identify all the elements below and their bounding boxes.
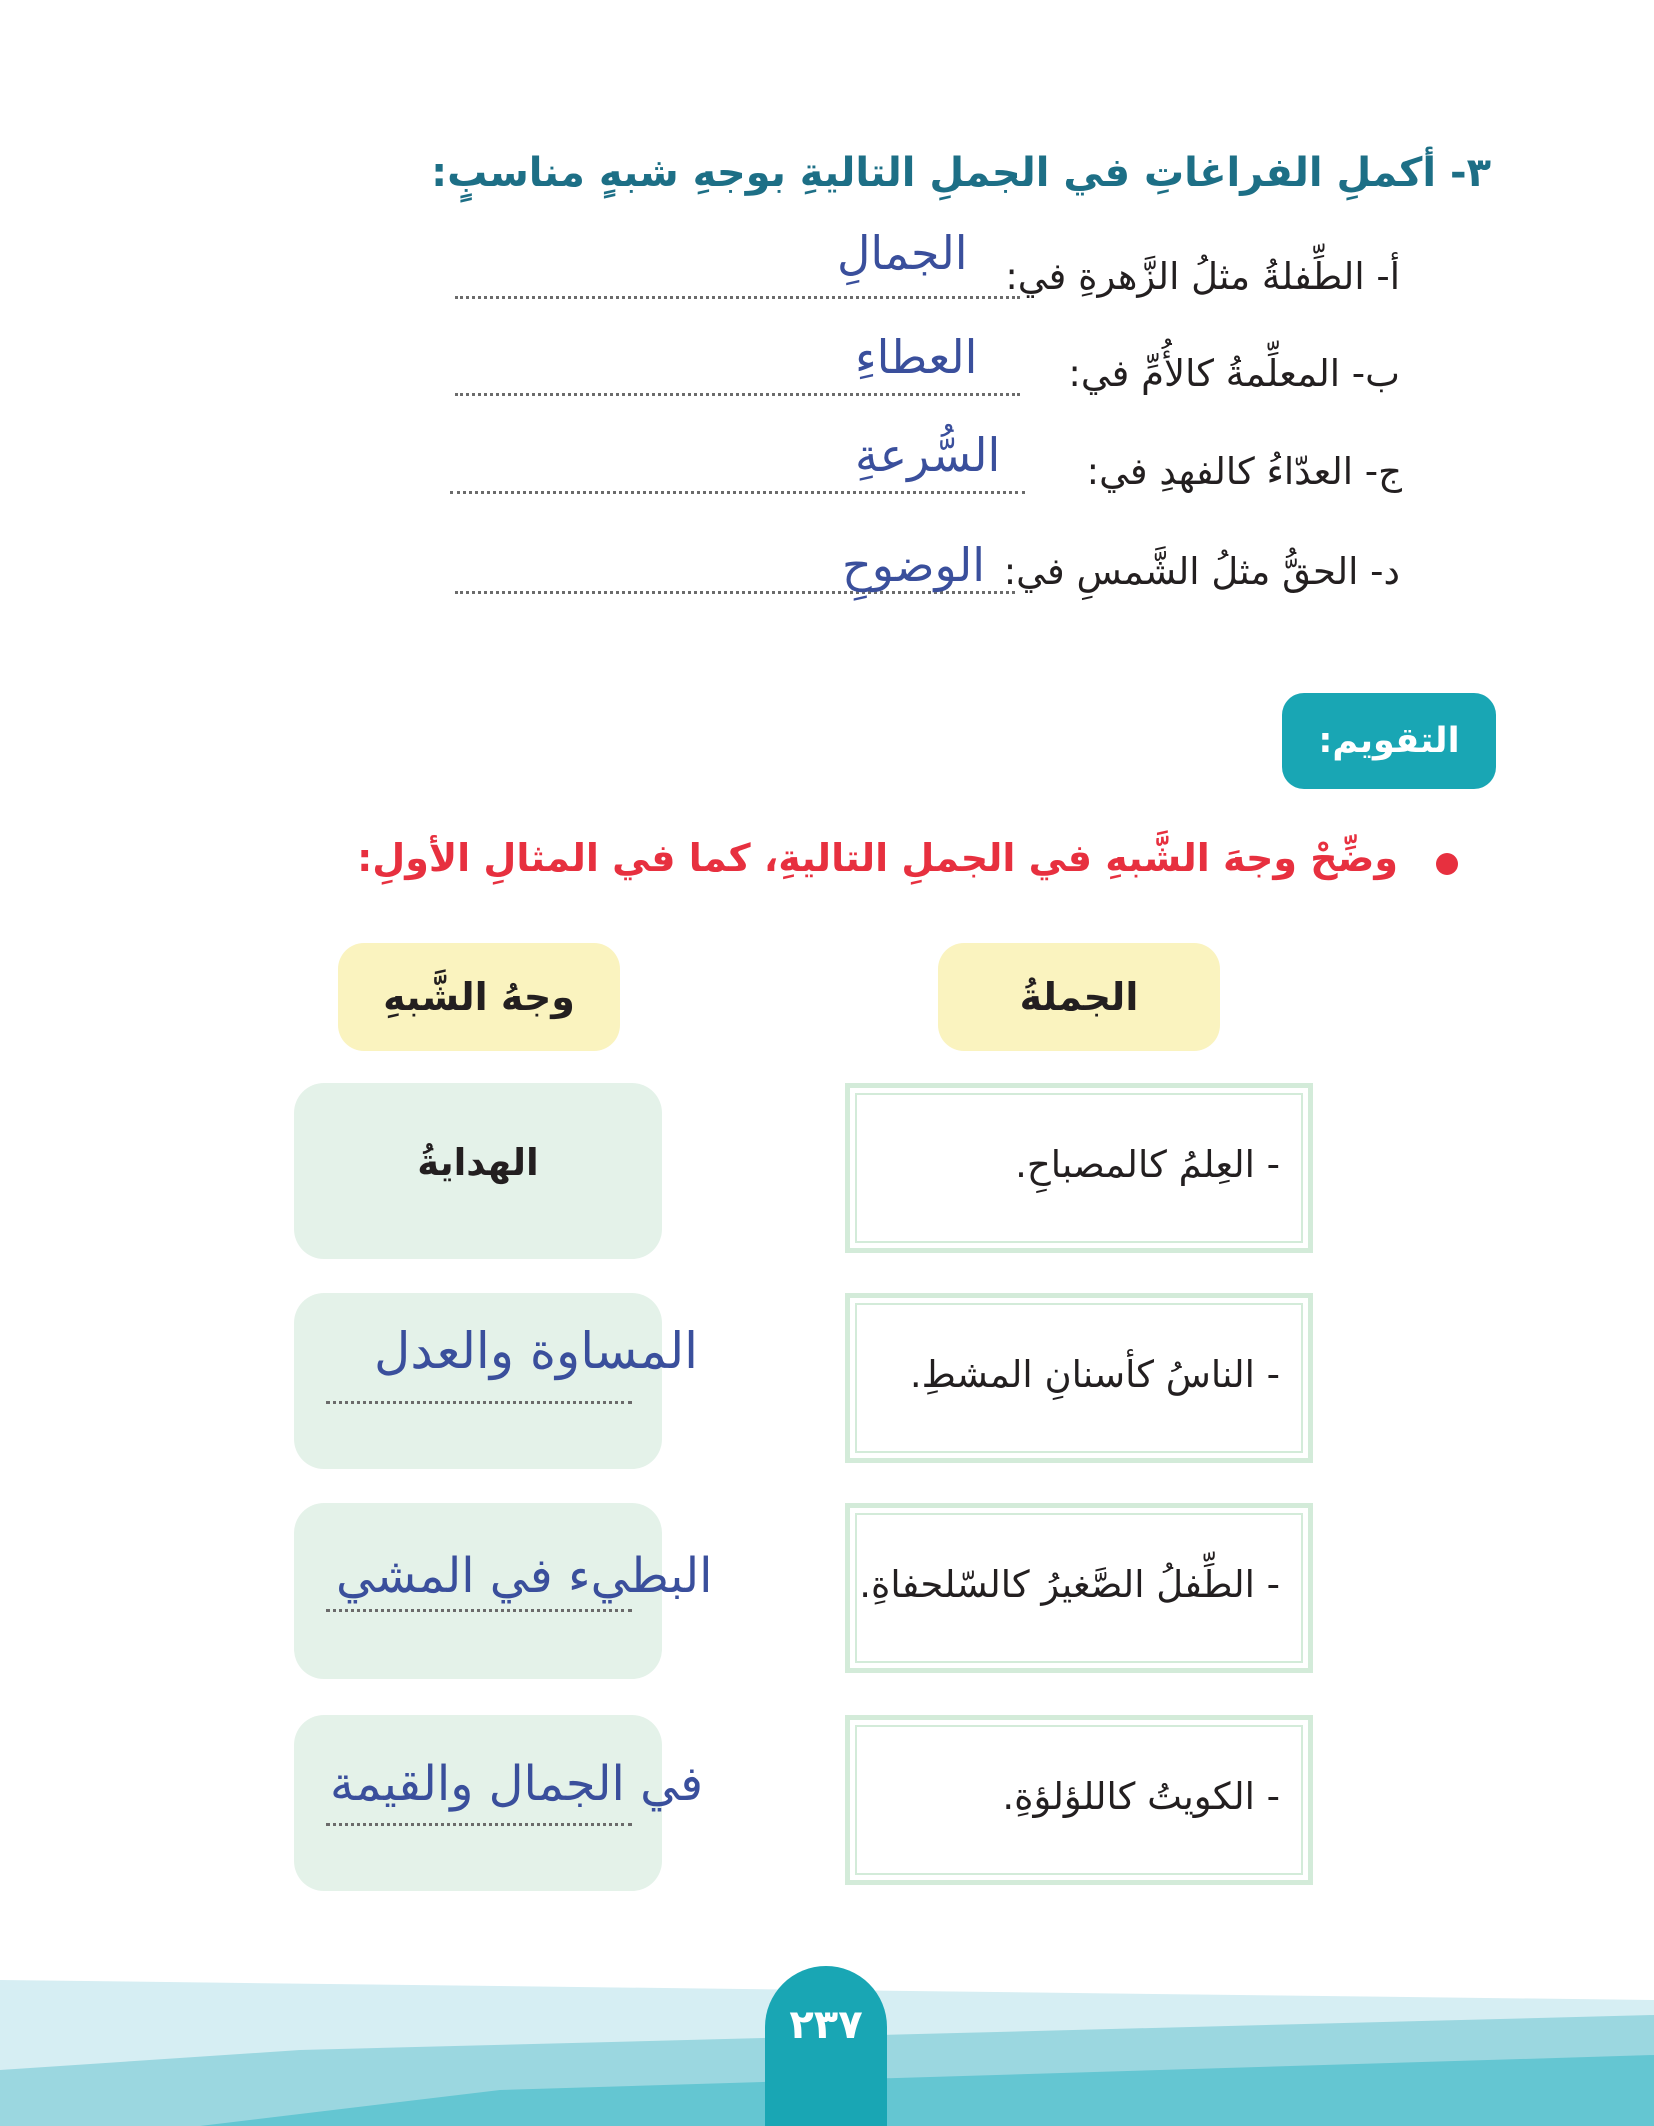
sentence-box-3 bbox=[845, 1503, 1313, 1673]
sentence-box-1 bbox=[845, 1083, 1313, 1253]
header-similarity: وجهُ الشَّبهِ bbox=[338, 943, 620, 1051]
answer-handwriting-2: المساوة والعدل bbox=[374, 1322, 699, 1380]
header-sentence: الجملةُ bbox=[938, 943, 1220, 1051]
exercise-3-title: ٣- أكملِ الفراغاتِ في الجملِ التاليةِ بوجهِ شبهٍ مناسبٍ: bbox=[431, 150, 1491, 196]
answer-dots-3[interactable] bbox=[326, 1609, 632, 1612]
fill-line-a-dots[interactable] bbox=[455, 296, 1020, 299]
answer-dots-4[interactable] bbox=[326, 1823, 632, 1826]
page-number: ٢٣٧ bbox=[765, 1966, 887, 2126]
answer-handwriting-4: في الجمال والقيمة bbox=[330, 1756, 704, 1812]
answer-box-1 bbox=[294, 1083, 662, 1259]
fill-line-b-label: ب- المعلِّمةُ كالأُمِّ في: bbox=[1068, 352, 1400, 395]
sentence-box-4 bbox=[845, 1715, 1313, 1885]
fill-line-b-dots[interactable] bbox=[455, 393, 1020, 396]
evaluation-instruction: وضِّحْ وجهَ الشَّبهِ في الجملِ التاليةِ، كما في المثالِ الأولِ: bbox=[357, 836, 1398, 880]
sentence-text-1: - العِلمُ كالمصباحِ. bbox=[1015, 1143, 1280, 1186]
fill-line-c-answer: السُّرعةِ bbox=[855, 428, 1001, 482]
fill-line-c-dots[interactable] bbox=[450, 491, 1025, 494]
answer-handwriting-3: البطيء في المشي bbox=[336, 1548, 713, 1604]
bullet-icon bbox=[1436, 853, 1458, 875]
sentence-text-3: - الطِّفلُ الصَّغيرُ كالسّلحفاةِ. bbox=[859, 1563, 1280, 1606]
fill-line-a-answer: الجمالِ bbox=[837, 226, 968, 280]
answer-text-1: الهدايةُ bbox=[417, 1141, 539, 1184]
sentence-text-4: - الكويتُ كاللؤلؤةِ. bbox=[1002, 1775, 1280, 1818]
fill-line-d-label: د- الحقُّ مثلُ الشَّمسِ في: bbox=[1003, 550, 1400, 593]
sentence-text-2: - الناسُ كأسنانِ المشطِ. bbox=[909, 1353, 1280, 1396]
fill-line-a-label: أ- الطِّفلةُ مثلُ الزَّهرةِ في: bbox=[1005, 255, 1400, 298]
answer-box-2 bbox=[294, 1293, 662, 1469]
fill-line-d-answer: الوضوحِ bbox=[842, 538, 986, 592]
fill-line-b-answer: العطاءِ bbox=[855, 330, 978, 384]
answer-dots-2[interactable] bbox=[326, 1401, 632, 1404]
fill-line-c-label: ج- العدّاءُ كالفهدِ في: bbox=[1086, 450, 1402, 493]
sentence-box-2 bbox=[845, 1293, 1313, 1463]
evaluation-badge: التقويم: bbox=[1282, 693, 1496, 789]
